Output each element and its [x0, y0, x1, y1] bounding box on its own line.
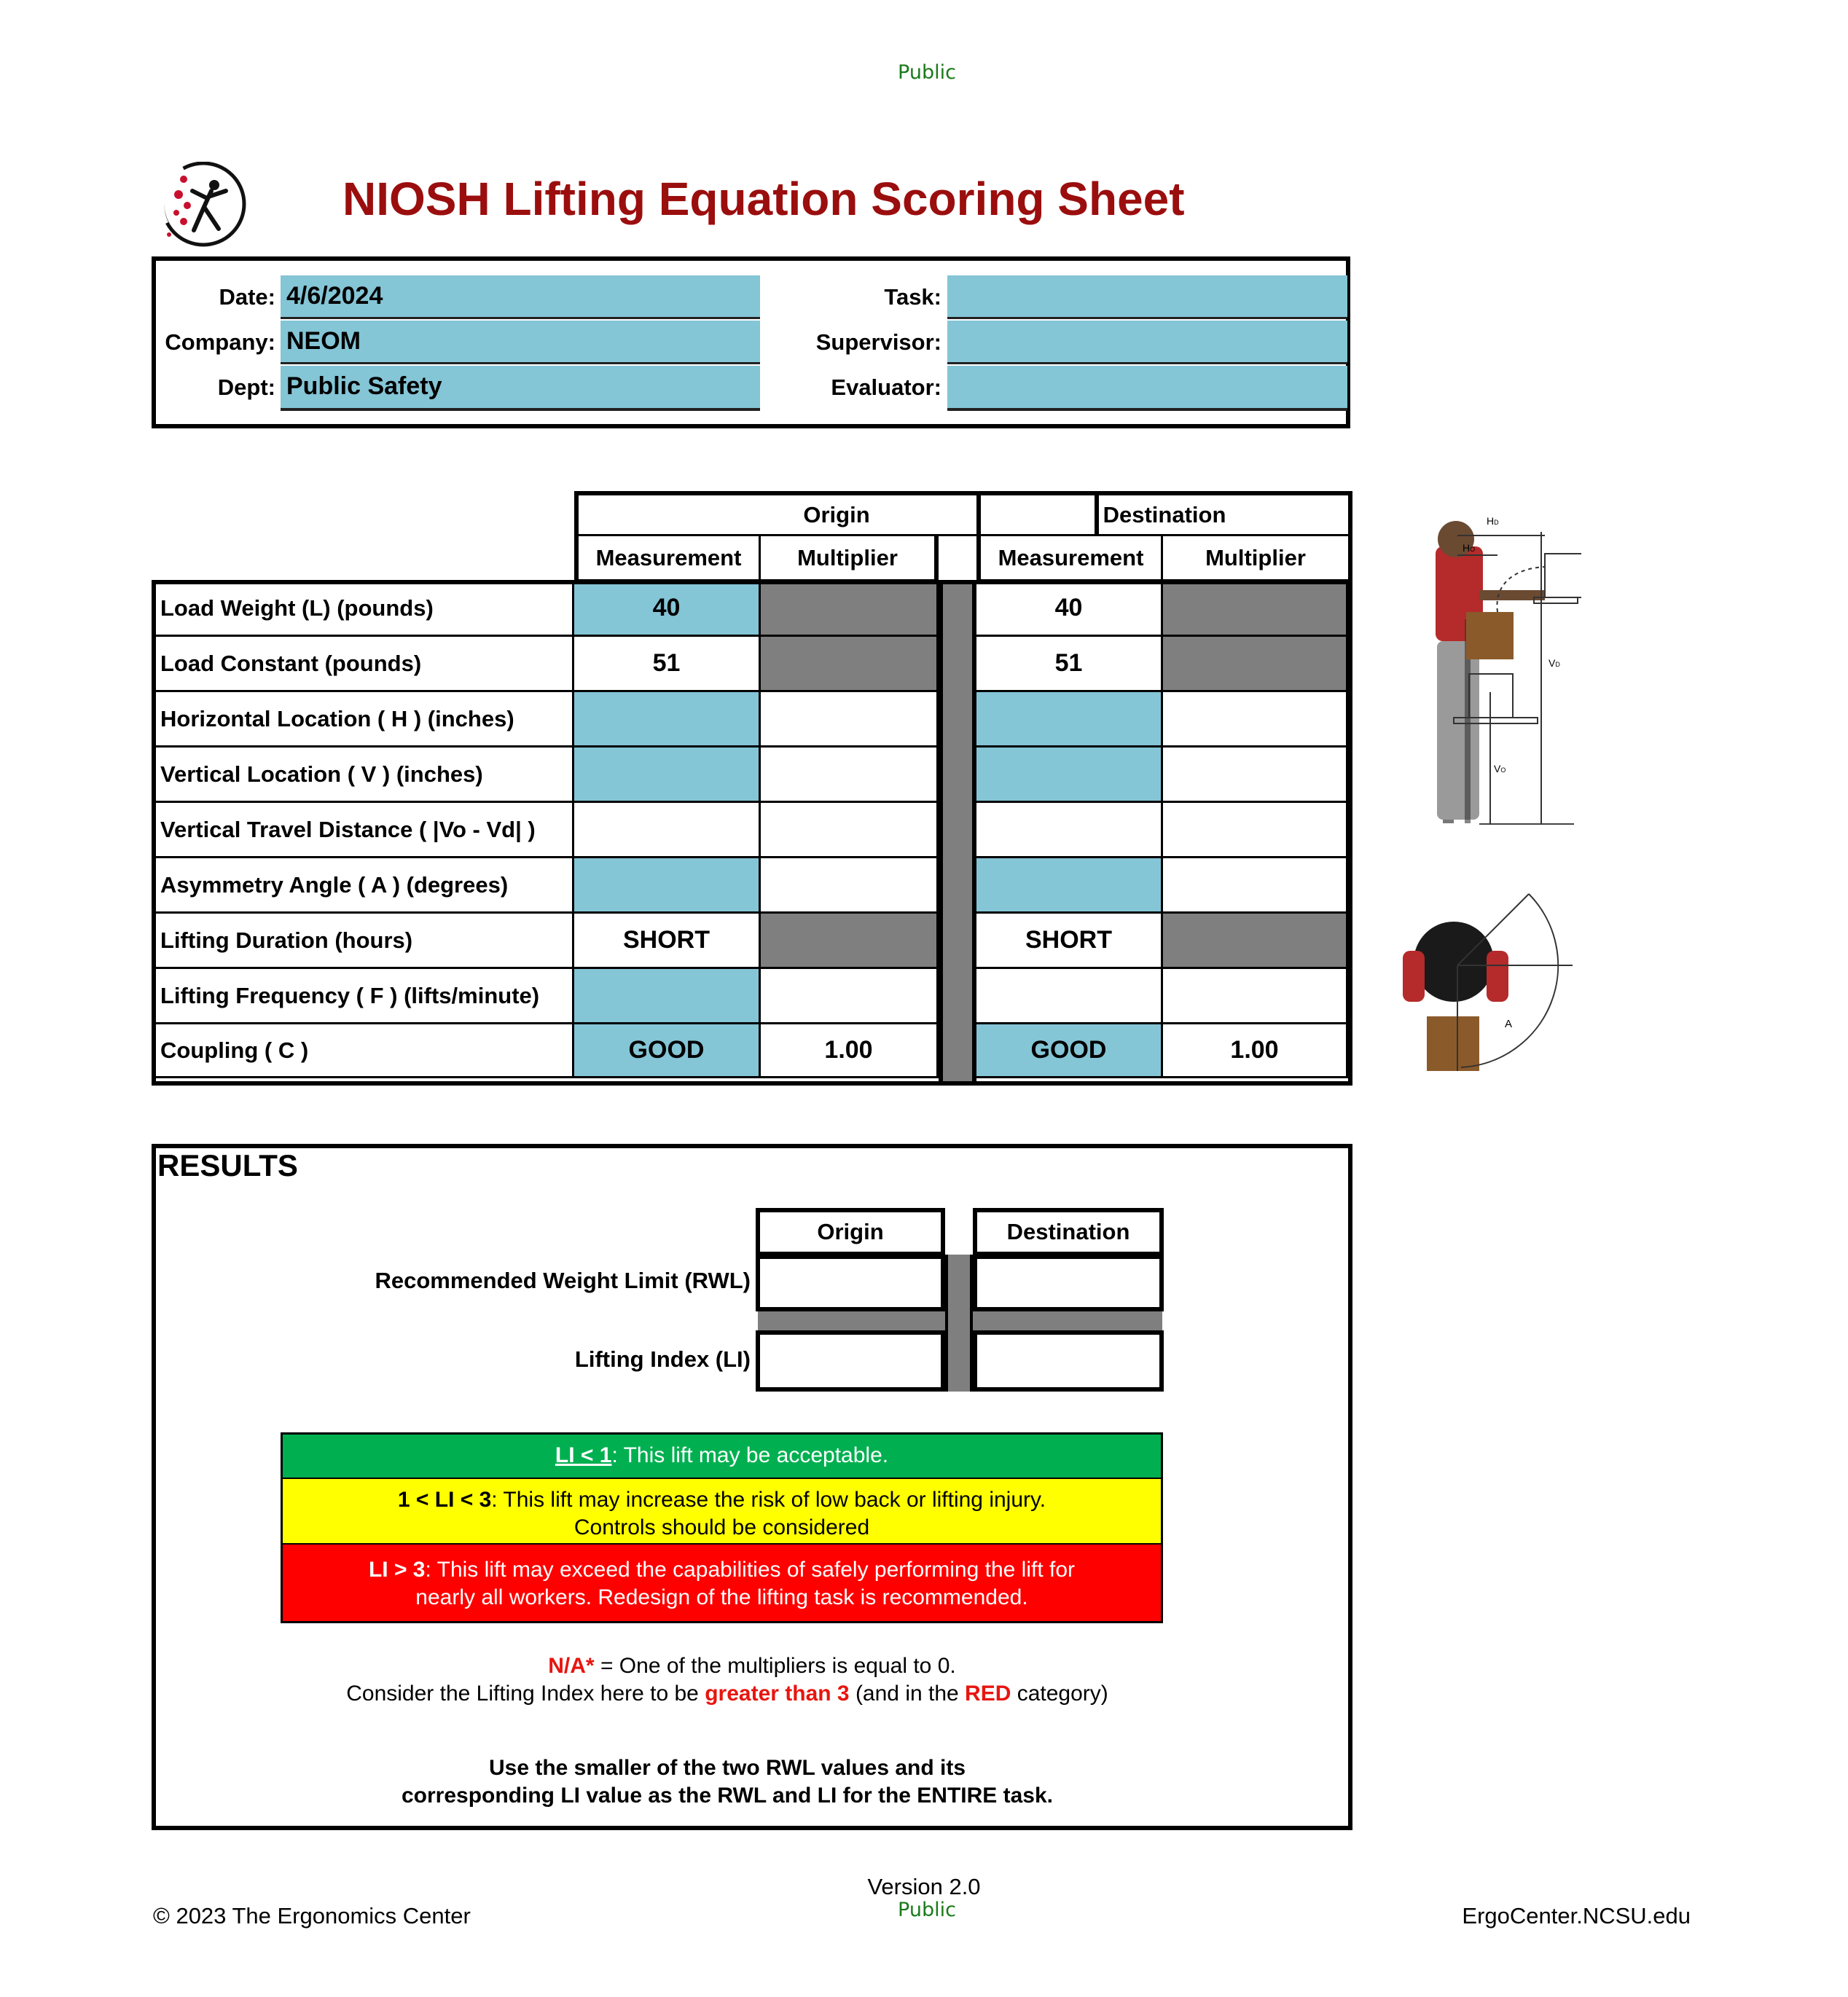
origin-multiplier-header: Multiplier	[761, 536, 939, 581]
na-note	[152, 1654, 1352, 1679]
website: ErgoCenter.NCSU.edu	[1462, 1903, 1691, 1929]
dept-label: Dept:	[217, 374, 275, 400]
consider-text-3: category)	[1011, 1682, 1108, 1706]
task-field[interactable]	[947, 275, 1347, 319]
origin-measurement-cell	[574, 803, 761, 858]
origin-measurement-cell[interactable]	[574, 748, 761, 803]
evaluator-field[interactable]	[947, 366, 1347, 411]
row-label: Lifting Frequency ( F ) (lifts/minute)	[156, 969, 574, 1024]
date-field[interactable]: 4/6/2024	[281, 275, 760, 319]
row-label: Load Constant (pounds)	[156, 637, 574, 692]
classification-top: Public	[898, 61, 956, 84]
destination-group-header	[976, 491, 1352, 536]
dest-measurement-cell[interactable]	[976, 748, 1163, 803]
dest-multiplier-cell	[1163, 692, 1348, 748]
vo-label: VO	[1494, 763, 1506, 774]
results-heading: RESULTS	[157, 1148, 298, 1182]
vd-label: VD	[1549, 657, 1560, 669]
origin-multiplier-cell	[761, 748, 939, 803]
origin-multiplier-cell	[761, 969, 939, 1024]
page-title: NIOSH Lifting Equation Scoring Sheet	[342, 173, 1185, 225]
date-label: Date:	[219, 284, 275, 310]
dest-multiplier-cell	[1163, 748, 1348, 803]
origin-header-text: Origin	[803, 501, 870, 527]
dest-measurement-cell[interactable]	[976, 692, 1163, 748]
li-origin-cell	[756, 1330, 945, 1392]
asymmetry-top-view-diagram	[1392, 892, 1581, 1078]
dest-multiplier-cell	[1163, 858, 1348, 914]
band-yellow-bold: 1 < LI < 3	[397, 1488, 492, 1512]
dest-measurement-cell: SHORT	[976, 914, 1163, 969]
band-high-risk	[281, 1543, 1163, 1623]
dest-multiplier-cell	[1163, 803, 1348, 858]
band-red-bold: LI > 3	[368, 1558, 426, 1582]
use-smaller-line1: Use the smaller of the two RWL values and its	[488, 1756, 966, 1780]
rwl-origin-cell	[756, 1255, 945, 1311]
results-origin-header: Origin	[756, 1208, 945, 1256]
consider-red: RED	[965, 1682, 1011, 1706]
origin-multiplier-cell	[761, 581, 939, 637]
consider-text-2: (and in the	[849, 1682, 966, 1706]
company-field[interactable]: NEOM	[281, 321, 760, 364]
supervisor-field[interactable]	[947, 321, 1347, 364]
rwl-destination-cell	[973, 1255, 1164, 1311]
dest-measurement-cell	[976, 969, 1163, 1024]
classification-bottom: Public	[898, 1899, 956, 1921]
origin-measurement-cell: SHORT	[574, 914, 761, 969]
copyright: © 2023 The Ergonomics Center	[153, 1903, 471, 1929]
results-separator	[945, 1255, 973, 1392]
origin-multiplier-cell	[761, 914, 939, 969]
band-yellow-text2: Controls should be considered	[573, 1515, 870, 1539]
company-label: Company:	[165, 329, 275, 355]
results-destination-header: Destination	[973, 1208, 1164, 1256]
origin-measurement-cell: 51	[574, 637, 761, 692]
origin-measurement-cell[interactable]: GOOD	[574, 1024, 761, 1078]
na-bold: N/A*	[548, 1654, 595, 1678]
dest-measurement-cell: 40	[976, 581, 1163, 637]
hd-label: HD	[1487, 515, 1499, 527]
band-red-text2: nearly all workers. Redesign of the lifting task is recommended.	[415, 1585, 1028, 1609]
version: Version 2.0	[867, 1874, 981, 1899]
dest-multiplier-cell	[1163, 581, 1348, 637]
dest-measurement-cell[interactable]: GOOD	[976, 1024, 1163, 1078]
ho-label: HO	[1463, 542, 1476, 554]
dest-multiplier-header: Multiplier	[1163, 536, 1352, 581]
ergonomics-center-logo	[154, 162, 249, 249]
origin-measurement-cell[interactable]	[574, 858, 761, 914]
li-label: Lifting Index (LI)	[574, 1346, 751, 1372]
row-label: Asymmetry Angle ( A ) (degrees)	[156, 858, 574, 914]
evaluator-label: Evaluator:	[831, 374, 941, 400]
lifting-side-view-diagram	[1370, 510, 1581, 831]
task-label: Task:	[884, 284, 941, 310]
dest-measurement-header: Measurement	[976, 536, 1163, 581]
dest-measurement-cell[interactable]	[976, 858, 1163, 914]
dest-measurement-cell: 51	[976, 637, 1163, 692]
use-smaller-line2: corresponding LI value as the RWL and LI for the ENTIRE task.	[401, 1784, 1054, 1808]
origin-multiplier-cell	[761, 803, 939, 858]
row-label: Coupling ( C )	[156, 1024, 574, 1078]
dest-multiplier-cell	[1163, 969, 1348, 1024]
origin-measurement-header: Measurement	[574, 536, 761, 581]
dest-multiplier-cell: 1.00	[1163, 1024, 1348, 1078]
origin-multiplier-cell	[761, 692, 939, 748]
measurement-table	[152, 491, 1352, 1086]
dest-multiplier-cell	[1163, 637, 1348, 692]
row-label: Horizontal Location ( H ) (inches)	[156, 692, 574, 748]
consider-text-1: Consider the Lifting Index here to be	[346, 1682, 705, 1706]
angle-a-label: A	[1505, 1018, 1513, 1030]
origin-measurement-cell[interactable]	[574, 969, 761, 1024]
consider-gt3: greater than 3	[705, 1682, 850, 1706]
band-green-text: : This lift may be acceptable.	[611, 1443, 889, 1467]
row-label: Load Weight (L) (pounds)	[156, 581, 574, 637]
origin-multiplier-cell	[761, 858, 939, 914]
row-label: Vertical Location ( V ) (inches)	[156, 748, 574, 803]
row-label: Vertical Travel Distance ( |Vo - Vd| )	[156, 803, 574, 858]
dept-field[interactable]: Public Safety	[281, 366, 760, 411]
rwl-label: Recommended Weight Limit (RWL)	[375, 1268, 751, 1293]
na-text: = One of the multipliers is equal to 0.	[594, 1654, 956, 1678]
band-red-text1: : This lift may exceed the capabilities of safely performing the lift for	[425, 1558, 1076, 1582]
li-destination-cell	[973, 1330, 1164, 1392]
supervisor-label: Supervisor:	[815, 329, 941, 355]
origin-multiplier-cell: 1.00	[761, 1024, 939, 1078]
origin-measurement-cell[interactable]: 40	[574, 581, 761, 637]
dest-measurement-cell	[976, 803, 1163, 858]
origin-multiplier-cell	[761, 637, 939, 692]
destination-header-text: Destination	[1103, 501, 1226, 527]
band-caution	[281, 1478, 1163, 1543]
band-acceptable	[281, 1432, 1163, 1478]
consider-note	[152, 1682, 1303, 1706]
band-yellow-text1: : This lift may increase the risk of low back or lifting injury.	[491, 1488, 1046, 1512]
row-label: Lifting Duration (hours)	[156, 914, 574, 969]
origin-measurement-cell[interactable]	[574, 692, 761, 748]
dest-multiplier-cell	[1163, 914, 1348, 969]
table-separator	[939, 581, 976, 1084]
band-green-bold: LI < 1	[555, 1443, 612, 1467]
